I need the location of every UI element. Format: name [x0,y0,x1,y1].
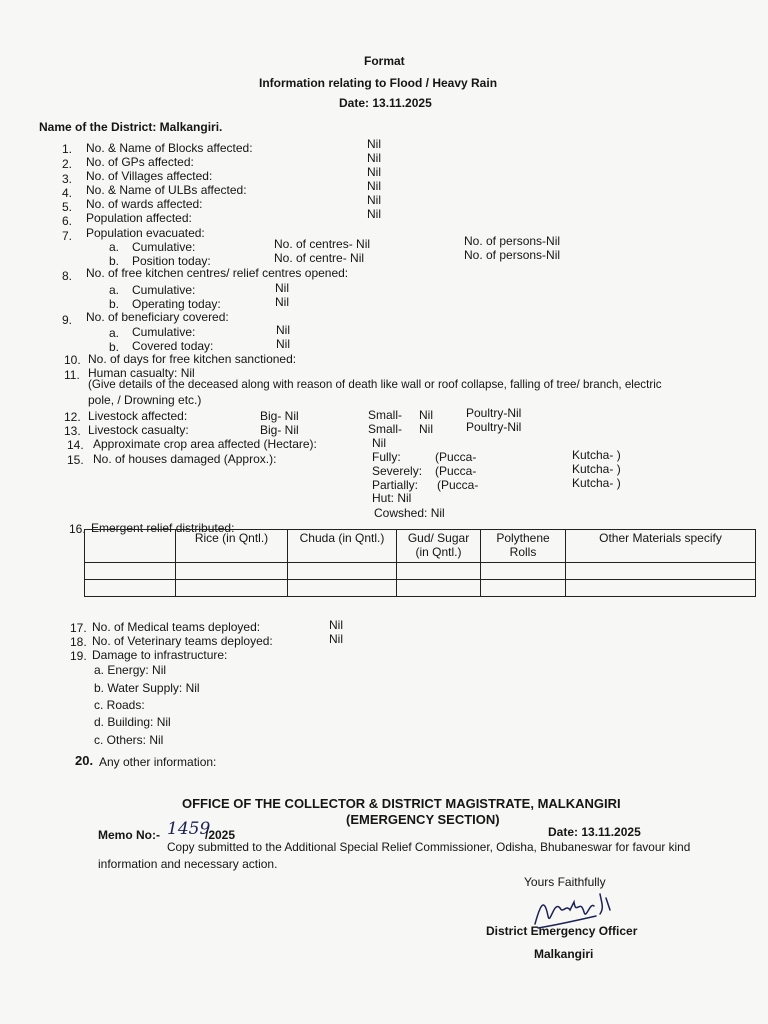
item-17-number: 17. [70,621,87,635]
item-9a-letter: a. [109,326,120,340]
houses-fully-kutcha: Kutcha- ) [572,448,621,462]
table-cell [481,580,566,597]
item-20-number: 20. [75,753,94,768]
district-name: Name of the District: Malkangiri. [39,120,223,134]
section-heading: (EMERGENCY SECTION) [346,812,500,827]
item-12-number: 12. [64,410,81,424]
item-13-poultry: Poultry-Nil [466,420,522,434]
infra-others: c. Others: Nil [94,733,164,747]
item-14-value: Nil [372,436,386,450]
houses-fully-pucca: (Pucca- [435,450,477,464]
item-9-label: No. of beneficiary covered: [86,310,229,324]
item-8a-value: Nil [275,281,289,295]
item-8b-value: Nil [275,295,289,309]
item-16-number: 16. [69,522,86,536]
item-8-label: No. of free kitchen centres/ relief centres opened: [86,266,349,280]
item-19-label: Damage to infrastructure: [92,648,228,662]
item-11-label: Human casualty: Nil [88,366,195,380]
table-cell [288,580,397,597]
table-cell [85,563,176,580]
signatory-designation: District Emergency Officer [486,924,638,938]
item-7-number: 7. [62,229,73,243]
houses-cowshed: Cowshed: Nil [374,506,445,520]
item-9-number: 9. [62,313,73,327]
table-row [85,580,756,597]
item-9a-value: Nil [276,323,290,337]
format-heading: Format [364,54,405,68]
item-3-value: Nil [367,165,381,179]
item-6-number: 6. [62,214,73,228]
item-20-label: Any other information: [99,755,217,769]
item-18-number: 18. [70,635,87,649]
item-12-label: Livestock affected: [88,409,188,423]
item-7b-label: Position today: [132,254,211,268]
memo-suffix: /2025 [205,828,236,842]
houses-severely-label: Severely: [372,464,423,478]
item-13-small-label: Small- [368,422,403,436]
item-11-number: 11. [64,368,80,382]
table-cell [176,563,288,580]
item-8-number: 8. [62,269,73,283]
item-9b-value: Nil [276,337,290,351]
document-title: Information relating to Flood / Heavy Rain [259,76,498,90]
item-16-label: Emergent relief distributed: [91,521,235,535]
item-6-value: Nil [367,207,381,221]
item-12-poultry: Poultry-Nil [466,406,522,420]
table-cell [288,563,397,580]
relief-col-chuda: Chuda (in Qntl.) [288,530,397,563]
item-9b-label: Covered today: [132,339,214,353]
table-cell [566,563,756,580]
footer-date: Date: 13.11.2025 [548,825,641,839]
copy-line-2: information and necessary action. [98,857,278,871]
houses-partially-pucca: (Pucca- [437,478,479,492]
relief-col-blank [85,530,176,563]
item-9a-label: Cumulative: [132,325,196,339]
office-heading: OFFICE OF THE COLLECTOR & DISTRICT MAGISTRATE, MALKANGIRI [182,796,621,811]
yours-faithfully: Yours Faithfully [524,875,606,889]
item-13-big: Big- Nil [260,423,299,437]
houses-hut: Hut: Nil [372,491,412,505]
item-5-number: 5. [62,200,73,214]
table-row [85,563,756,580]
table-cell [566,580,756,597]
item-8a-label: Cumulative: [132,283,196,297]
houses-partially-kutcha: Kutcha- ) [572,476,621,490]
item-5-label: No. of wards affected: [86,197,203,211]
relief-col-other: Other Materials specify [566,530,756,563]
infra-water-supply: b. Water Supply: Nil [94,681,200,695]
item-19-number: 19. [70,649,87,663]
item-3-label: No. of Villages affected: [86,169,213,183]
item-15-number: 15. [67,453,84,467]
item-11-note-line2: pole, / Drowning etc.) [88,393,202,407]
item-2-number: 2. [62,157,73,171]
item-9b-letter: b. [109,340,120,354]
item-15-label: No. of houses damaged (Approx.): [93,452,277,466]
item-12-small-label: Small- [368,408,403,422]
houses-partially-label: Partially: [372,478,419,492]
item-4-value: Nil [367,179,381,193]
item-2-value: Nil [367,151,381,165]
item-7a-persons: No. of persons-Nil [464,234,561,248]
item-5-value: Nil [367,193,381,207]
relief-col-rice: Rice (in Qntl.) [176,530,288,563]
item-14-label: Approximate crop area affected (Hectare): [93,437,317,451]
item-1-value: Nil [367,137,381,151]
relief-col-gud-sugar: Gud/ Sugar (in Qntl.) [397,530,481,563]
item-11-note-line1: (Give details of the deceased along with reason of death like wall or roof collapse, falling of tree/ branch, electric [88,378,662,391]
relief-table [84,529,756,597]
item-1-number: 1. [62,142,73,156]
item-13-small-value: Nil [419,422,433,436]
item-12-big: Big- Nil [260,409,299,423]
item-8b-label: Operating today: [132,297,221,311]
item-14-number: 14. [67,438,84,452]
item-18-label: No. of Veterinary teams deployed: [92,634,273,648]
houses-severely-pucca: (Pucca- [435,464,477,478]
item-4-number: 4. [62,186,73,200]
table-cell [85,580,176,597]
item-6-label: Population affected: [86,211,192,225]
item-4-label: No. & Name of ULBs affected: [86,183,247,197]
item-7b-centres: No. of centre- Nil [274,251,365,265]
signatory-place: Malkangiri [534,947,594,961]
houses-severely-kutcha: Kutcha- ) [572,462,621,476]
item-7b-letter: b. [109,254,120,268]
item-3-number: 3. [62,172,73,186]
memo-prefix: Memo No:- [98,828,160,842]
item-8b-letter: b. [109,297,120,311]
infra-building: d. Building: Nil [94,715,171,729]
item-7-label: Population evacuated: [86,226,205,240]
item-18-value: Nil [329,632,343,646]
table-cell [397,580,481,597]
relief-col-polythene: Polythene Rolls [481,530,566,563]
copy-line-1: Copy submitted to the Additional Special Relief Commissioner, Odisha, Bhubaneswar for favour kind [167,840,691,854]
infra-energy: a. Energy: Nil [94,663,167,677]
memo-number-handwritten: 1459 [167,819,211,839]
item-7a-centres: No. of centres- Nil [274,237,371,251]
item-13-number: 13. [64,424,81,438]
document-date: Date: 13.11.2025 [339,96,432,110]
item-12-small-value: Nil [419,408,433,422]
table-cell [481,563,566,580]
item-17-label: No. of Medical teams deployed: [92,620,261,634]
item-2-label: No. of GPs affected: [86,155,194,169]
item-8a-letter: a. [109,283,120,297]
infra-roads: c. Roads: [94,698,145,712]
item-17-value: Nil [329,618,343,632]
item-7a-label: Cumulative: [132,240,196,254]
item-1-label: No. & Name of Blocks affected: [86,141,253,155]
houses-fully-label: Fully: [372,450,401,464]
item-7b-persons: No. of persons-Nil [464,248,561,262]
item-7a-letter: a. [109,240,120,254]
table-cell [176,580,288,597]
table-cell [397,563,481,580]
item-13-label: Livestock casualty: [88,423,189,437]
item-10-label: No. of days for free kitchen sanctioned: [88,352,297,366]
relief-table-header-row [85,530,756,563]
item-10-number: 10. [64,353,81,367]
